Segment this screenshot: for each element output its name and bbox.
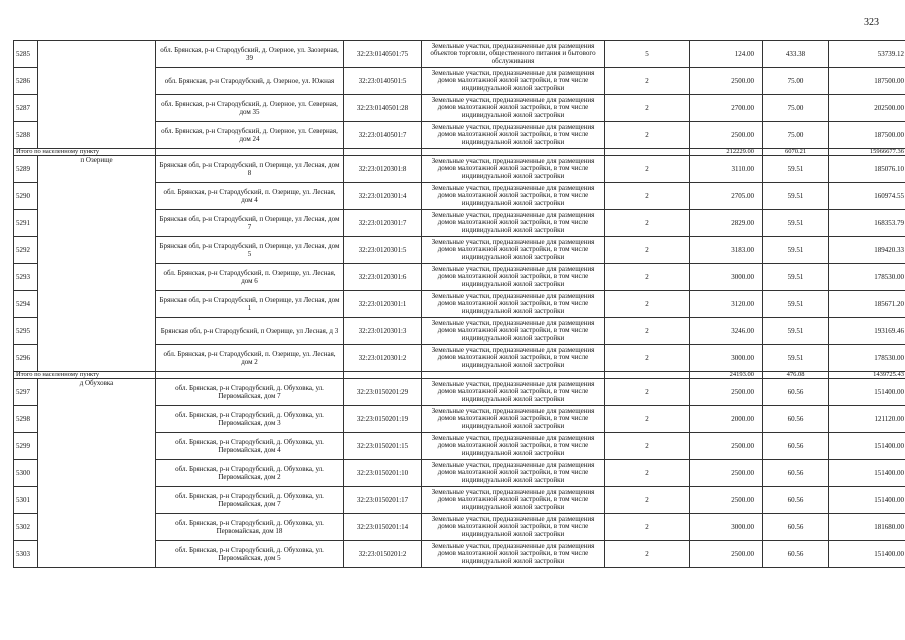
use-class-cell: 2	[605, 291, 690, 318]
use-class-cell: 5	[605, 41, 690, 68]
cadastral-number: 32:23:0120301:6	[344, 264, 422, 291]
address-cell: обл. Брянская, р-н Стародубский, д. Озерное, ул. Южная	[156, 68, 344, 95]
cadastral-value-cell: 53739.12	[829, 41, 905, 68]
rate-cell: 59.51	[763, 318, 829, 345]
record-id: 5298	[14, 406, 38, 433]
land-use-cell: Земельные участки, предназначенные для размещения домов малоэтажной жилой застройки, в том числе индивидуальной жилой застройки	[422, 95, 605, 122]
record-id: 5301	[14, 487, 38, 514]
cadastral-value-cell: 185076.10	[829, 156, 905, 183]
area-cell: 3246.00	[690, 318, 763, 345]
subtotal-value: 1439725.43	[829, 372, 905, 379]
area-cell: 3183.00	[690, 237, 763, 264]
use-class-cell: 2	[605, 264, 690, 291]
land-use-cell: Земельные участки, предназначенные для размещения домов малоэтажной жилой застройки, в том числе индивидуальной жилой застройки	[422, 291, 605, 318]
record-id: 5300	[14, 460, 38, 487]
subtotal-empty-cell	[344, 372, 422, 379]
land-use-cell: Земельные участки, предназначенные для размещения домов малоэтажной жилой застройки, в том числе индивидуальной жилой застройки	[422, 237, 605, 264]
cadastral-number: 32:23:0140501:5	[344, 68, 422, 95]
cadastral-number: 32:23:0120301:4	[344, 183, 422, 210]
land-use-cell: Земельные участки, предназначенные для размещения домов малоэтажной жилой застройки, в том числе индивидуальной жилой застройки	[422, 210, 605, 237]
record-id: 5297	[14, 379, 38, 406]
cadastral-value-cell: 202500.00	[829, 95, 905, 122]
area-cell: 3000.00	[690, 345, 763, 372]
use-class-cell: 2	[605, 406, 690, 433]
cadastral-value-cell: 181680.00	[829, 514, 905, 541]
area-cell: 2500.00	[690, 460, 763, 487]
cadastral-value-cell: 160974.55	[829, 183, 905, 210]
rate-cell: 60.56	[763, 406, 829, 433]
cadastral-number: 32:23:0150201:19	[344, 406, 422, 433]
cadastral-number: 32:23:0150201:2	[344, 541, 422, 568]
cadastral-number: 32:23:0120301:2	[344, 345, 422, 372]
use-class-cell: 2	[605, 68, 690, 95]
cadastral-value-cell: 187500.00	[829, 122, 905, 149]
area-cell: 3000.00	[690, 264, 763, 291]
use-class-cell: 2	[605, 514, 690, 541]
rate-cell: 59.51	[763, 345, 829, 372]
use-class-cell: 2	[605, 183, 690, 210]
subtotal-empty-cell	[344, 149, 422, 156]
record-id: 5288	[14, 122, 38, 149]
address-cell: обл. Брянская, р-н Стародубский, д. Обуховка, ул. Первомайская, дом 3	[156, 406, 344, 433]
record-id: 5287	[14, 95, 38, 122]
record-id: 5286	[14, 68, 38, 95]
rate-cell: 60.56	[763, 460, 829, 487]
land-use-cell: Земельные участки, предназначенные для размещения домов малоэтажной жилой застройки, в том числе индивидуальной жилой застройки	[422, 460, 605, 487]
cadastral-number: 32:23:0140501:28	[344, 95, 422, 122]
record-id: 5295	[14, 318, 38, 345]
rate-cell: 75.00	[763, 95, 829, 122]
land-registry-table	[13, 40, 905, 568]
land-use-cell: Земельные участки, предназначенные для размещения домов малоэтажной жилой застройки, в том числе индивидуальной жилой застройки	[422, 183, 605, 210]
rate-cell: 59.51	[763, 291, 829, 318]
cadastral-value-cell: 151400.00	[829, 379, 905, 406]
land-use-cell: Земельные участки, предназначенные для размещения домов малоэтажной жилой застройки, в том числе индивидуальной жилой застройки	[422, 487, 605, 514]
area-cell: 2829.00	[690, 210, 763, 237]
address-cell: обл. Брянская, р-н Стародубский, п. Озерище, ул. Лесная, дом 4	[156, 183, 344, 210]
area-cell: 2500.00	[690, 541, 763, 568]
area-cell: 2500.00	[690, 68, 763, 95]
land-use-cell: Земельные участки, предназначенные для размещения объектов торговли, общественного питания и бытового обслуживания	[422, 41, 605, 68]
area-cell: 3000.00	[690, 514, 763, 541]
cadastral-value-cell: 187500.00	[829, 68, 905, 95]
cadastral-number: 32:23:0150201:14	[344, 514, 422, 541]
cadastral-number: 32:23:0140501:75	[344, 41, 422, 68]
record-id: 5293	[14, 264, 38, 291]
address-cell: обл. Брянская, р-н Стародубский, п. Озерище, ул. Лесная, дом 6	[156, 264, 344, 291]
rate-cell: 60.56	[763, 433, 829, 460]
subtotal-area: 24193.00	[690, 372, 763, 379]
land-use-cell: Земельные участки, предназначенные для размещения домов малоэтажной жилой застройки, в том числе индивидуальной жилой застройки	[422, 541, 605, 568]
rate-cell: 59.51	[763, 237, 829, 264]
use-class-cell: 2	[605, 379, 690, 406]
rate-cell: 75.00	[763, 68, 829, 95]
cadastral-number: 32:23:0150201:10	[344, 460, 422, 487]
table-row	[14, 156, 905, 183]
subtotal-rate: 6070.21	[763, 149, 829, 156]
subtotal-label: Итого по населенному пункту	[14, 149, 156, 156]
record-id: 5289	[14, 156, 38, 183]
page-number: 323	[864, 17, 879, 28]
subtotal-empty-cell	[605, 149, 690, 156]
cadastral-value-cell: 178530.00	[829, 345, 905, 372]
address-cell: Брянская обл, р-н Стародубский, п Озерище, ул Лесная, дом 7	[156, 210, 344, 237]
record-id: 5285	[14, 41, 38, 68]
cadastral-value-cell: 151400.00	[829, 487, 905, 514]
address-cell: обл. Брянская, р-н Стародубский, д. Озерное, ул. Северная, дом 24	[156, 122, 344, 149]
land-use-cell: Земельные участки, предназначенные для размещения домов малоэтажной жилой застройки, в том числе индивидуальной жилой застройки	[422, 68, 605, 95]
cadastral-number: 32:23:0150201:17	[344, 487, 422, 514]
use-class-cell: 2	[605, 156, 690, 183]
address-cell: обл. Брянская, р-н Стародубский, д. Озерное, ул. Заозерная, 39	[156, 41, 344, 68]
use-class-cell: 2	[605, 95, 690, 122]
registry-body	[14, 41, 905, 568]
address-cell: обл. Брянская, р-н Стародубский, д. Обуховка, ул. Первомайская, дом 7	[156, 379, 344, 406]
subtotal-rate: 476.08	[763, 372, 829, 379]
land-use-cell: Земельные участки, предназначенные для размещения домов малоэтажной жилой застройки, в том числе индивидуальной жилой застройки	[422, 514, 605, 541]
use-class-cell: 2	[605, 237, 690, 264]
use-class-cell: 2	[605, 318, 690, 345]
address-cell: Брянская обл, р-н Стародубский, п Озерище, ул Лесная, д 3	[156, 318, 344, 345]
subtotal-empty-cell	[422, 149, 605, 156]
land-use-cell: Земельные участки, предназначенные для размещения домов малоэтажной жилой застройки, в том числе индивидуальной жилой застройки	[422, 433, 605, 460]
use-class-cell: 2	[605, 345, 690, 372]
subtotal-row	[14, 149, 905, 156]
cadastral-number: 32:23:0120301:5	[344, 237, 422, 264]
rate-cell: 59.51	[763, 210, 829, 237]
cadastral-number: 32:23:0120301:7	[344, 210, 422, 237]
cadastral-number: 32:23:0140501:7	[344, 122, 422, 149]
cadastral-number: 32:23:0150201:15	[344, 433, 422, 460]
subtotal-empty-cell	[156, 149, 344, 156]
address-cell: Брянская обл, р-н Стародубский, п Озерище, ул Лесная, дом 5	[156, 237, 344, 264]
use-class-cell: 2	[605, 210, 690, 237]
table-row	[14, 379, 905, 406]
record-id: 5290	[14, 183, 38, 210]
cadastral-number: 32:23:0120301:3	[344, 318, 422, 345]
area-cell: 2000.00	[690, 406, 763, 433]
address-cell: обл. Брянская, р-н Стародубский, д. Обуховка, ул. Первомайская, дом 5	[156, 541, 344, 568]
cadastral-value-cell: 178530.00	[829, 264, 905, 291]
rate-cell: 59.51	[763, 156, 829, 183]
subtotal-empty-cell	[156, 372, 344, 379]
use-class-cell: 2	[605, 433, 690, 460]
rate-cell: 60.56	[763, 541, 829, 568]
rate-cell: 60.56	[763, 379, 829, 406]
land-use-cell: Земельные участки, предназначенные для размещения домов малоэтажной жилой застройки, в том числе индивидуальной жилой застройки	[422, 379, 605, 406]
rate-cell: 59.51	[763, 264, 829, 291]
land-use-cell: Земельные участки, предназначенные для размещения домов малоэтажной жилой застройки, в том числе индивидуальной жилой застройки	[422, 318, 605, 345]
cadastral-value-cell: 151400.00	[829, 460, 905, 487]
area-cell: 124.00	[690, 41, 763, 68]
rate-cell: 59.51	[763, 183, 829, 210]
land-use-cell: Земельные участки, предназначенные для размещения домов малоэтажной жилой застройки, в том числе индивидуальной жилой застройки	[422, 264, 605, 291]
area-cell: 3110.00	[690, 156, 763, 183]
area-cell: 2705.00	[690, 183, 763, 210]
land-use-cell: Земельные участки, предназначенные для размещения домов малоэтажной жилой застройки, в том числе индивидуальной жилой застройки	[422, 122, 605, 149]
record-id: 5296	[14, 345, 38, 372]
record-id: 5302	[14, 514, 38, 541]
rate-cell: 433.38	[763, 41, 829, 68]
cadastral-value-cell: 193169.46	[829, 318, 905, 345]
record-id: 5292	[14, 237, 38, 264]
address-cell: обл. Брянская, р-н Стародубский, д. Обуховка, ул. Первомайская, дом 7	[156, 487, 344, 514]
cadastral-value-cell: 168353.79	[829, 210, 905, 237]
area-cell: 2500.00	[690, 487, 763, 514]
area-cell: 2500.00	[690, 122, 763, 149]
land-use-cell: Земельные участки, предназначенные для размещения домов малоэтажной жилой застройки, в том числе индивидуальной жилой застройки	[422, 156, 605, 183]
record-id: 5291	[14, 210, 38, 237]
cadastral-value-cell: 151400.00	[829, 541, 905, 568]
cadastral-number: 32:23:0120301:8	[344, 156, 422, 183]
record-id: 5299	[14, 433, 38, 460]
area-cell: 2500.00	[690, 379, 763, 406]
cadastral-value-cell: 121120.00	[829, 406, 905, 433]
use-class-cell: 2	[605, 460, 690, 487]
cadastral-value-cell: 151400.00	[829, 433, 905, 460]
settlement-name	[38, 41, 156, 149]
address-cell: Брянская обл, р-н Стародубский, п Озерище, ул Лесная, дом 1	[156, 291, 344, 318]
area-cell: 3120.00	[690, 291, 763, 318]
address-cell: обл. Брянская, р-н Стародубский, д. Обуховка, ул. Первомайская, дом 4	[156, 433, 344, 460]
area-cell: 2500.00	[690, 433, 763, 460]
rate-cell: 60.56	[763, 487, 829, 514]
cadastral-number: 32:23:0150201:29	[344, 379, 422, 406]
address-cell: Брянская обл, р-н Стародубский, п Озерище, ул Лесная, дом 8	[156, 156, 344, 183]
use-class-cell: 2	[605, 122, 690, 149]
settlement-name: п Озерище	[38, 156, 156, 372]
address-cell: обл. Брянская, р-н Стародубский, п. Озерище, ул. Лесная, дом 2	[156, 345, 344, 372]
address-cell: обл. Брянская, р-н Стародубский, д. Обуховка, ул. Первомайская, дом 18	[156, 514, 344, 541]
use-class-cell: 2	[605, 541, 690, 568]
land-use-cell: Земельные участки, предназначенные для размещения домов малоэтажной жилой застройки, в том числе индивидуальной жилой застройки	[422, 406, 605, 433]
address-cell: обл. Брянская, р-н Стародубский, д. Обуховка, ул. Первомайская, дом 2	[156, 460, 344, 487]
record-id: 5303	[14, 541, 38, 568]
rate-cell: 75.00	[763, 122, 829, 149]
address-cell: обл. Брянская, р-н Стародубский, д. Озерное, ул. Северная, дом 35	[156, 95, 344, 122]
table-row	[14, 41, 905, 68]
subtotal-label: Итого по населенному пункту	[14, 372, 156, 379]
rate-cell: 60.56	[763, 514, 829, 541]
use-class-cell: 2	[605, 487, 690, 514]
cadastral-number: 32:23:0120301:1	[344, 291, 422, 318]
subtotal-area: 212229.00	[690, 149, 763, 156]
subtotal-row	[14, 372, 905, 379]
cadastral-value-cell: 189420.33	[829, 237, 905, 264]
record-id: 5294	[14, 291, 38, 318]
area-cell: 2700.00	[690, 95, 763, 122]
land-use-cell: Земельные участки, предназначенные для размещения домов малоэтажной жилой застройки, в том числе индивидуальной жилой застройки	[422, 345, 605, 372]
subtotal-value: 15966677.36	[829, 149, 905, 156]
subtotal-empty-cell	[605, 372, 690, 379]
cadastral-value-cell: 185671.20	[829, 291, 905, 318]
subtotal-empty-cell	[422, 372, 605, 379]
settlement-name: д Обуховка	[38, 379, 156, 568]
